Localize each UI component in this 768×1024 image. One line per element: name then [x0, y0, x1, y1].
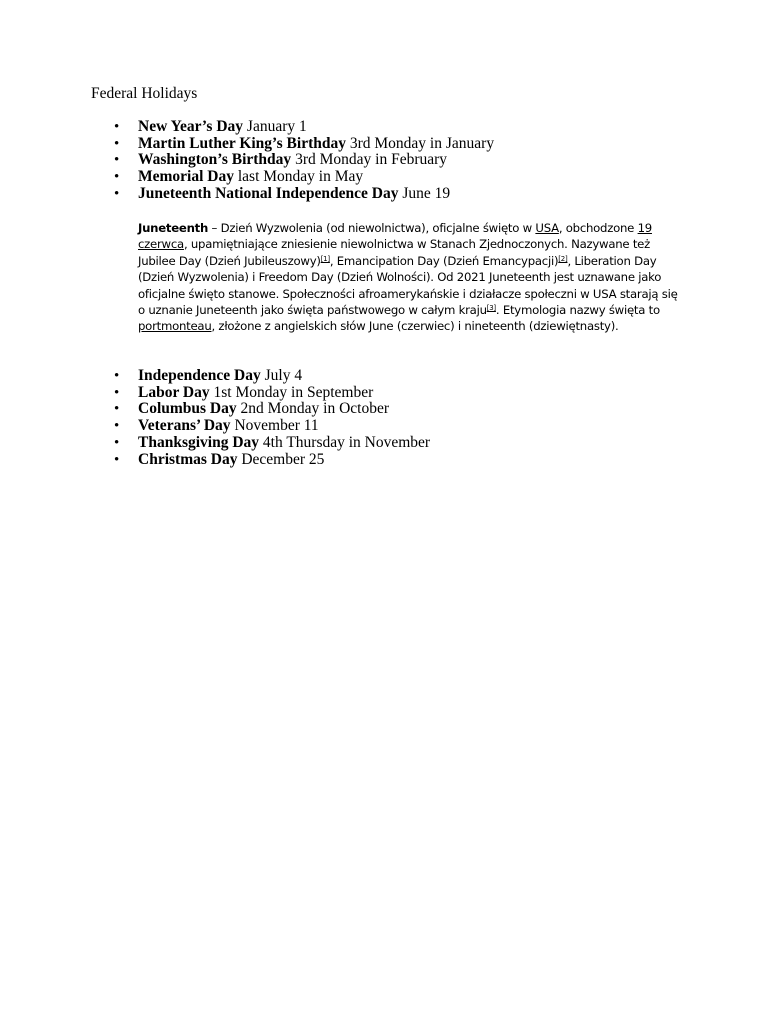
holiday-name: Christmas Day: [138, 450, 238, 468]
list-item: [138, 452, 430, 469]
footnote-ref-3[interactable]: [3]: [486, 304, 496, 313]
note-text: . Etymologia nazwy święta to: [495, 303, 660, 318]
note-text: , upamiętniające zniesienie niewolnictwa w Stanach Zjednoczonych. Nazywane też Jubilee Day (Dzień Jubileuszowy): [138, 237, 650, 268]
footnote-ref-2[interactable]: [2]: [558, 254, 568, 263]
note-text: , Emancipation Day (Dzień Emancypacji): [329, 253, 559, 268]
list-item: [138, 119, 494, 136]
holiday-date: December 25: [241, 450, 325, 468]
holiday-date: 1st Monday in September: [213, 383, 374, 401]
holiday-date: July 4: [264, 367, 303, 384]
list-item: [138, 136, 494, 153]
list-item: [138, 368, 430, 385]
holiday-list-1: [138, 119, 494, 203]
list-item: [138, 401, 430, 418]
holiday-date: 4th Thursday in November: [262, 433, 431, 451]
holiday-date: 3rd Monday in January: [349, 134, 495, 152]
list-item: [138, 385, 430, 402]
note-text: , obchodzone: [558, 221, 638, 235]
holiday-date: January 1: [246, 118, 307, 135]
link-date[interactable]: 19 czerwca: [138, 221, 652, 252]
holiday-date: June 19: [402, 184, 451, 202]
holiday-name: Columbus Day: [138, 400, 237, 418]
document-title: Federal Holidays: [91, 85, 198, 102]
juneteenth-note: [138, 220, 683, 335]
list-item: [138, 169, 494, 186]
holiday-name: Independence Day: [138, 367, 261, 384]
list-item: [138, 152, 494, 169]
link-usa[interactable]: USA: [535, 221, 559, 235]
footnote-ref-1[interactable]: [1]: [320, 254, 330, 263]
holiday-date: last Monday in May: [237, 168, 364, 186]
holiday-name: Labor Day: [138, 383, 210, 401]
note-text: – Dzień Wyzwolenia (od niewolnictwa), oficjalne święto w: [208, 221, 536, 235]
holiday-name: Washington’s Birthday: [138, 151, 292, 169]
list-item: [138, 418, 430, 435]
holiday-name: Veterans’ Day: [138, 417, 231, 435]
holiday-date: 3rd Monday in February: [295, 151, 448, 169]
link-portmanteau[interactable]: portmonteau: [138, 319, 212, 334]
note-term: Juneteenth: [138, 221, 209, 235]
holiday-date: November 11: [234, 417, 319, 435]
holiday-name: Juneteenth National Independence Day: [138, 184, 399, 202]
note-text: , Liberation Day (Dzień Wyzwolenia) i Freedom Day (Dzień Wolności). Od 2021 Juneteenth jest uznawane jako oficjalne święto stanowe. Społeczności afroamerykańskie i działacze społeczni w USA starają się o uznanie Juneteenth jako święta państwowego w całym kraju: [138, 253, 678, 318]
holiday-name: New Year’s Day: [138, 118, 244, 135]
note-text: , złożone z angielskich słów June (czerwiec) i nineteenth (dziewiętnasty).: [211, 319, 619, 334]
holiday-name: Martin Luther King’s Birthday: [138, 134, 346, 152]
list-item: [138, 435, 430, 452]
holiday-name: Thanksgiving Day: [138, 433, 260, 451]
holiday-name: Memorial Day: [138, 168, 234, 186]
list-item: [138, 186, 494, 203]
holiday-list-2: [138, 368, 430, 468]
holiday-date: 2nd Monday in October: [240, 400, 390, 418]
